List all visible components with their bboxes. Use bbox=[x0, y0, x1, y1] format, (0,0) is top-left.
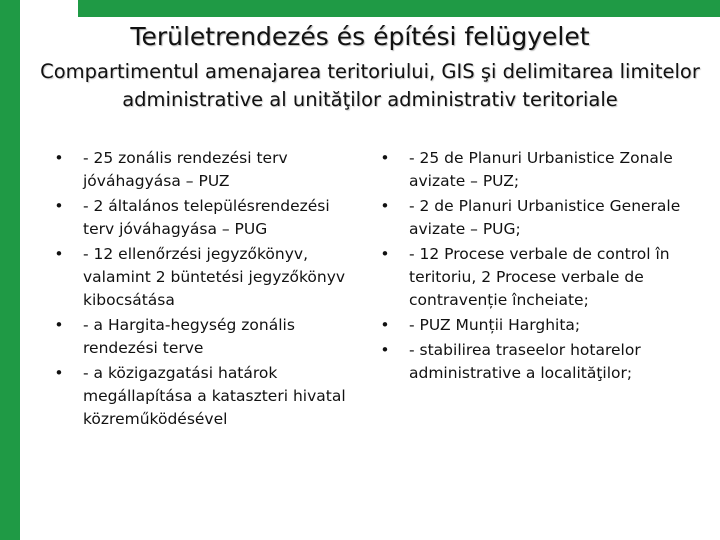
bullet-icon: • bbox=[54, 245, 64, 263]
list-item-text: - 2 de Planuri Urbanistice Generale avizate – PUG; bbox=[409, 197, 681, 238]
list-item-text: - 12 Procese verbale de control în teritoriu, 2 Procese verbale de contravenție încheiate; bbox=[409, 245, 670, 309]
list-item bbox=[52, 314, 352, 360]
bullet-icon: • bbox=[380, 341, 390, 359]
list-item bbox=[378, 195, 714, 241]
list-item-text: - stabilirea traseelor hotarelor administrative a localităţilor; bbox=[409, 341, 641, 382]
list-item-text: - PUZ Munții Harghita; bbox=[409, 316, 581, 334]
bullet-icon: • bbox=[54, 364, 64, 382]
list-item bbox=[378, 314, 714, 337]
right-bullet-list bbox=[378, 147, 714, 387]
top-accent-bar bbox=[78, 0, 720, 17]
bullet-icon: • bbox=[380, 197, 390, 215]
list-item-text: - 25 zonális rendezési terv jóváhagyása – PUZ bbox=[83, 149, 288, 190]
list-item-text: - 12 ellenőrzési jegyzőkönyv, valamint 2 büntetési jegyzőkönyv kibocsátása bbox=[83, 245, 346, 309]
list-item bbox=[378, 147, 714, 193]
list-item-text: - a Hargita-hegység zonális rendezési terve bbox=[83, 316, 295, 357]
bullet-icon: • bbox=[54, 197, 64, 215]
bullet-icon: • bbox=[380, 316, 390, 334]
bullet-icon: • bbox=[380, 245, 390, 263]
bullet-icon: • bbox=[54, 149, 64, 167]
left-accent-bar bbox=[0, 0, 20, 540]
list-item bbox=[52, 195, 352, 241]
page-title: Területrendezés és építési felügyelet bbox=[130, 22, 590, 51]
list-item-text: - 25 de Planuri Urbanistice Zonale avizate – PUZ; bbox=[409, 149, 673, 190]
bullet-icon: • bbox=[54, 316, 64, 334]
list-item bbox=[52, 243, 352, 312]
bullet-icon: • bbox=[380, 149, 390, 167]
page-subtitle: Compartimentul amenajarea teritoriului, GIS şi delimitarea limitelor administrative al unităţilor administrativ teritoriale bbox=[40, 60, 700, 111]
list-item bbox=[378, 339, 714, 385]
list-item bbox=[378, 243, 714, 312]
list-item bbox=[52, 362, 352, 431]
list-item-text: - a közigazgatási határok megállapítása a kataszteri hivatal közreműködésével bbox=[83, 364, 346, 428]
left-bullet-list bbox=[52, 147, 352, 433]
list-item bbox=[52, 147, 352, 193]
list-item-text: - 2 általános településrendezési terv jóváhagyása – PUG bbox=[83, 197, 330, 238]
